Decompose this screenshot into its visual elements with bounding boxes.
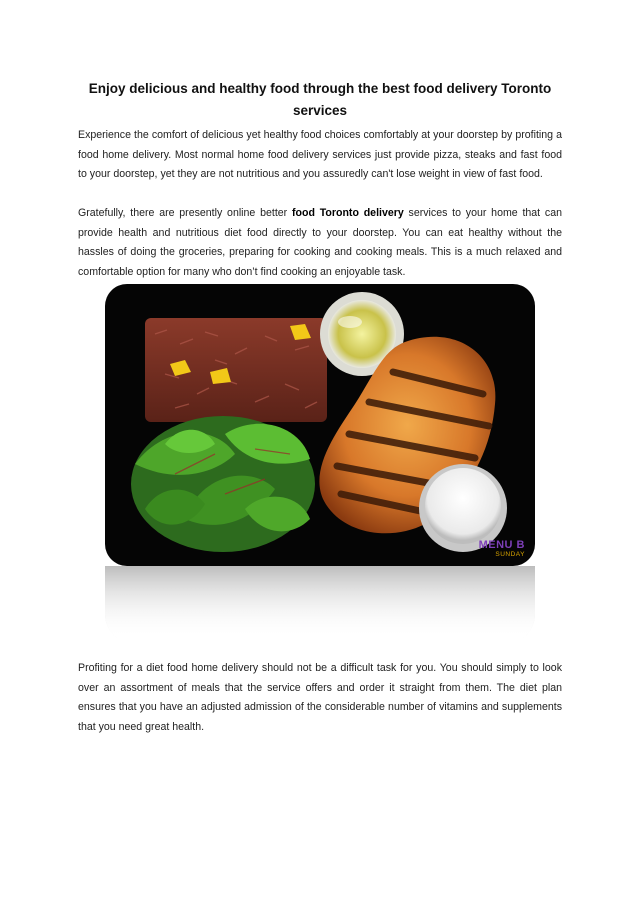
brand-sublabel: SUNDAY (495, 551, 525, 558)
meal-box-illustration (105, 284, 535, 566)
photo-reflection (105, 566, 535, 644)
rice-portion (145, 318, 327, 422)
paragraph-conclusion: Profiting for a diet food home delivery should not be a difficult task for you. You should simply to look over an assortment of meals that the service offers and order it straight from them. The diet plan ensures that you have an adjusted admission of the considerable number of vitamins and supplements that you need great health. (78, 662, 562, 733)
paragraph-intro: Experience the comfort of delicious yet healthy food choices comfortably at your doorstep by profiting a food home delivery. Most normal home food delivery services just provide pizza, steaks and fast food to your doorstep, yet they are not nutritious and you assuredly can't lose weight in view of fast food. (78, 129, 562, 180)
paragraph-delivery (78, 204, 562, 282)
brand-badge (479, 539, 525, 558)
keyword-link: food Toronto delivery (291, 207, 404, 219)
document-title: Enjoy delicious and healthy food through the best food delivery Toronto services (88, 81, 552, 118)
paragraph-delivery-start: Gratefully, there are presently online better (78, 207, 292, 219)
paragraph-delivery-end: services to your home that can provide health and nutritious diet food directly to your doorstep. You can eat healthy without the hassles of doing the groceries, preparing for cooking and cooking meals. This is a much relaxed and comfortable option for many who don’t find cooking an enjoyable task. (78, 207, 562, 278)
brand-label: MENU B (478, 539, 525, 551)
spinach-salad (131, 416, 315, 552)
food-photo (105, 284, 535, 566)
